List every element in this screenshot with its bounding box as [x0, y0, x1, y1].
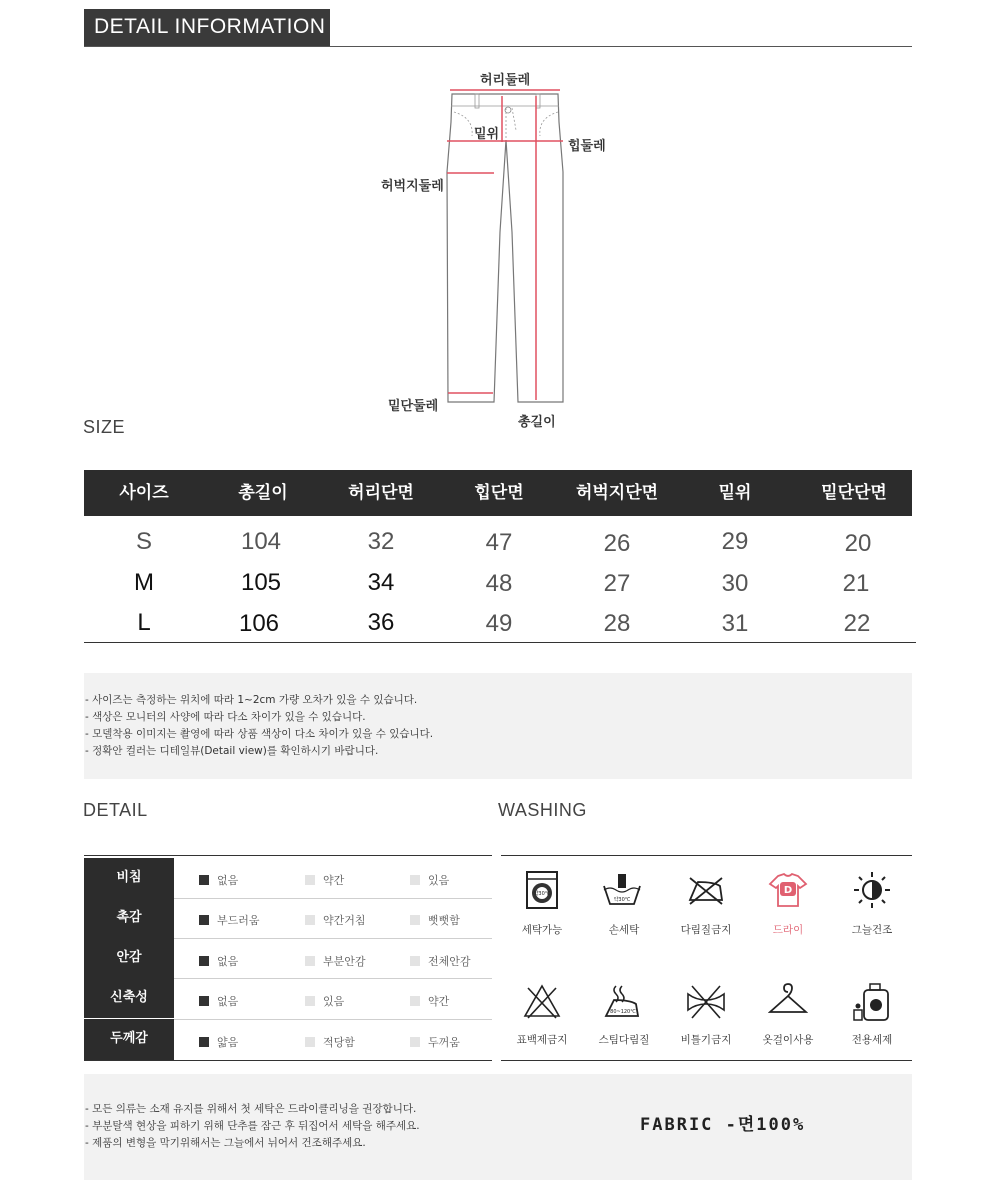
- detail-option: [305, 953, 366, 969]
- checkbox-empty-icon: [410, 1037, 420, 1047]
- detail-table-top-border: [84, 855, 492, 856]
- washing-label: 스팀다림질: [598, 1034, 650, 1046]
- no-iron-icon: [686, 870, 726, 910]
- steam-iron-icon: [602, 982, 642, 1022]
- washing-label: 다림질금지: [680, 924, 732, 936]
- wash-temp-text: 약30℃: [533, 891, 551, 897]
- checkbox-empty-icon: [410, 915, 420, 925]
- washing-top-border: [501, 855, 912, 856]
- steam-iron-temp-text: 80~120℃: [610, 1009, 636, 1015]
- detail-option: [410, 912, 460, 928]
- size-table-cell: 104: [240, 528, 282, 555]
- checkbox-filled-icon: [199, 875, 209, 885]
- detail-option-selected: [199, 912, 260, 928]
- dry-clean-letter: D: [783, 885, 793, 896]
- size-table-cell: M: [134, 569, 154, 596]
- size-table-cell: 49: [485, 610, 513, 637]
- diagram-label-waist: 허리둘레: [480, 73, 531, 88]
- size-table-cell: 29: [721, 528, 749, 555]
- size-note: - 정확안 컬러는 디테일뷰(Detail view)를 확인하시기 바랍니다.: [85, 745, 379, 757]
- detail-row-divider: [174, 1019, 492, 1020]
- checkbox-empty-icon: [410, 875, 420, 885]
- size-table-cell: 30: [721, 570, 749, 597]
- detail-option: [305, 872, 344, 888]
- detail-option-label: 얇음: [217, 1036, 239, 1049]
- washing-machine-icon: [522, 870, 562, 910]
- detail-option-label: 두꺼움: [428, 1036, 460, 1049]
- detail-section-title: DETAIL: [83, 800, 148, 820]
- detail-option-label: 뻣뻣함: [428, 914, 460, 927]
- detail-option-label: 부드러움: [217, 914, 260, 927]
- detail-option: [305, 1034, 355, 1050]
- size-table-header-cell: 허리단면: [348, 483, 414, 503]
- detail-option: [305, 912, 366, 928]
- diagram-label-rise: 밑위: [474, 127, 500, 142]
- hand-wash-icon: [602, 870, 642, 910]
- washing-label: 옷걸이사용: [762, 1034, 814, 1046]
- size-table-cell: 31: [721, 610, 749, 637]
- detail-option: [410, 872, 449, 888]
- detail-option-label: 부분안감: [323, 955, 366, 968]
- checkbox-empty-icon: [305, 1037, 315, 1047]
- size-table-cell: 26: [603, 530, 631, 557]
- size-section-title: SIZE: [83, 417, 126, 437]
- size-table-header-cell: 총길이: [238, 483, 288, 503]
- diagram-label-hip: 힙둘레: [568, 139, 606, 154]
- washing-label: 세탁가능: [521, 924, 563, 936]
- size-table-cell: 27: [603, 570, 631, 597]
- detail-label: 두께감: [84, 1019, 174, 1060]
- size-table-cell: 105: [240, 569, 282, 596]
- size-table-cell: 22: [843, 610, 871, 637]
- size-table-header-cell: 힙단면: [474, 483, 524, 503]
- detail-option-label: 약간: [323, 874, 345, 887]
- detail-option: [410, 993, 449, 1009]
- checkbox-empty-icon: [410, 996, 420, 1006]
- washing-label: 그늘건조: [851, 924, 893, 936]
- detail-row-divider: [174, 978, 492, 979]
- detail-label: 안감: [84, 938, 174, 978]
- washing-label: 표백제금지: [516, 1034, 568, 1046]
- washing-label: 손세탁: [608, 924, 640, 936]
- diagram-label-length: 총길이: [518, 415, 556, 430]
- size-table-bottom-border: [84, 642, 916, 643]
- size-table-cell: 21: [842, 570, 870, 597]
- detail-option-label: 약간: [428, 995, 450, 1008]
- detail-option-label: 약간거침: [323, 914, 366, 927]
- detail-option-label: 없음: [217, 995, 239, 1008]
- detail-option: [305, 993, 344, 1009]
- size-table-cell: 20: [844, 530, 872, 557]
- detail-option-selected: [199, 872, 238, 888]
- detail-option-label: 전체안감: [428, 955, 471, 968]
- size-table-cell: 47: [485, 529, 513, 556]
- size-table-cell: L: [137, 609, 151, 636]
- washing-section-title: WASHING: [498, 800, 587, 820]
- pants-diagram: [430, 82, 590, 412]
- size-table-cell: 36: [367, 609, 395, 636]
- checkbox-empty-icon: [305, 915, 315, 925]
- fabric-composition: FABRIC -면100%: [640, 1115, 806, 1135]
- page-title: DETAIL INFORMATION: [94, 15, 326, 38]
- detail-row-divider: [174, 898, 492, 899]
- diagram-label-thigh: 허벅지둘레: [381, 179, 444, 194]
- washing-label: 비틀기금지: [680, 1034, 732, 1046]
- size-table-header-cell: 밑위: [718, 483, 752, 503]
- size-table-cell: 28: [603, 610, 631, 637]
- size-table-cell: S: [135, 528, 152, 555]
- detergent-icon: [852, 982, 892, 1022]
- no-bleach-icon: [522, 982, 562, 1022]
- care-note: - 모든 의류는 소재 유지를 위해서 첫 세탁은 드라이클리닝을 권장합니다.: [85, 1103, 417, 1115]
- detail-option-selected: [199, 1034, 238, 1050]
- detail-row-divider: [174, 938, 492, 939]
- detail-option: [410, 1034, 460, 1050]
- detail-table-bottom-border: [84, 1060, 492, 1061]
- size-note: - 색상은 모니터의 사양에 따라 다소 차이가 있을 수 있습니다.: [85, 711, 366, 723]
- size-table-header-cell: 밑단단면: [821, 483, 887, 503]
- detail-option-label: 없음: [217, 955, 239, 968]
- checkbox-filled-icon: [199, 956, 209, 966]
- detail-option-label: 있음: [323, 995, 345, 1008]
- size-table-header-cell: 사이즈: [119, 483, 169, 503]
- washing-label-highlighted: 드라이: [772, 924, 804, 936]
- size-note: - 모델착용 이미지는 촬영에 따라 상품 색상이 다소 차이가 있을 수 있습니다.: [85, 728, 434, 740]
- size-table-cell: 34: [367, 569, 395, 596]
- care-note: - 부분탈색 현상을 피하기 위해 단추를 잠근 후 뒤집어서 세탁을 해주세요.: [85, 1120, 420, 1132]
- dry-clean-icon: [768, 870, 808, 910]
- checkbox-empty-icon: [410, 956, 420, 966]
- hanger-icon: [768, 982, 808, 1022]
- size-table-header-cell: 허벅지단면: [575, 483, 659, 503]
- care-note: - 제품의 변형을 막기위해서는 그늘에서 뉘어서 건조해주세요.: [85, 1137, 366, 1149]
- detail-option-label: 없음: [217, 874, 239, 887]
- detail-label: 신축성: [84, 978, 174, 1018]
- shade-dry-icon: [852, 870, 892, 910]
- checkbox-empty-icon: [305, 875, 315, 885]
- hand-wash-temp-text: 약30℃: [613, 897, 631, 903]
- detail-label: 촉감: [84, 898, 174, 938]
- no-wring-icon: [686, 982, 726, 1022]
- detail-option-label: 적당함: [323, 1036, 355, 1049]
- detail-label: 비침: [84, 858, 174, 898]
- checkbox-empty-icon: [305, 956, 315, 966]
- checkbox-filled-icon: [199, 996, 209, 1006]
- detail-option-selected: [199, 993, 238, 1009]
- checkbox-filled-icon: [199, 915, 209, 925]
- header-divider: [84, 46, 912, 47]
- size-table-cell: 32: [367, 528, 395, 555]
- size-table-cell: 106: [238, 610, 280, 637]
- checkbox-empty-icon: [305, 996, 315, 1006]
- detail-option-label: 있음: [428, 874, 450, 887]
- detail-option-selected: [199, 953, 238, 969]
- washing-label: 전용세제: [851, 1034, 893, 1046]
- size-note: - 사이즈는 측정하는 위치에 따라 1~2cm 가량 오차가 있을 수 있습니다.: [85, 694, 418, 706]
- checkbox-filled-icon: [199, 1037, 209, 1047]
- diagram-label-hem: 밑단둘레: [388, 399, 439, 414]
- washing-bottom-border: [501, 1060, 912, 1061]
- size-table-cell: 48: [485, 570, 513, 597]
- detail-option: [410, 953, 471, 969]
